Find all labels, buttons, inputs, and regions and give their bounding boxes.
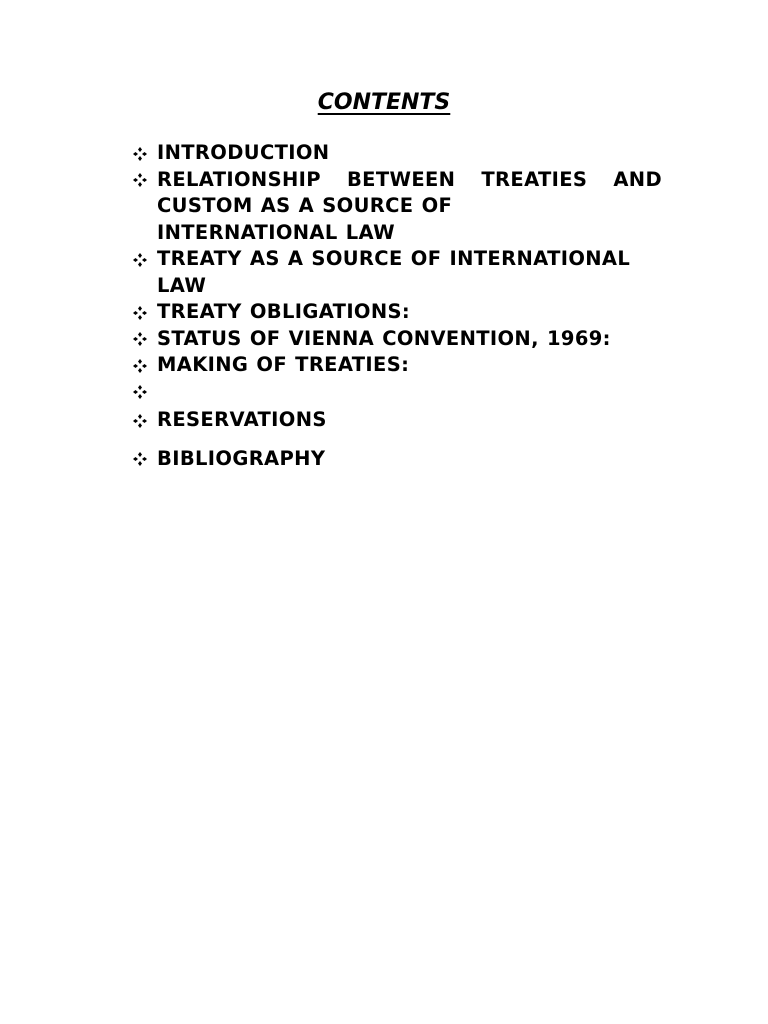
list-item-relationship (132, 167, 662, 247)
item-text-line-2: CUSTOM AS A SOURCE OF (157, 194, 453, 217)
list-item-making-treaties (132, 352, 662, 379)
item-text-line-1: TREATY AS A SOURCE OF INTERNATIONAL (157, 247, 631, 270)
diamond-bullet-icon (132, 167, 157, 194)
page-title: CONTENTS (317, 90, 451, 115)
item-text: RESERVATIONS (157, 408, 327, 431)
item-text: TREATY OBLIGATIONS: (157, 300, 411, 323)
list-item-treaty-source (132, 246, 662, 299)
diamond-bullet-icon (132, 246, 157, 273)
item-text: BIBLIOGRAPHY (157, 446, 326, 470)
list-item-treaty-obligations (132, 299, 662, 326)
item-text: STATUS OF VIENNA CONVENTION, 1969: (157, 326, 611, 350)
list-item-bibliography (132, 446, 662, 473)
item-text (157, 379, 662, 406)
diamond-bullet-icon (132, 379, 157, 406)
list-item-empty (132, 379, 662, 406)
diamond-bullet-icon (132, 140, 157, 167)
table-of-contents (132, 140, 662, 472)
item-text: MAKING OF TREATIES: (157, 353, 410, 376)
item-text-line-1: RELATIONSHIP BETWEEN TREATIES AND (157, 167, 662, 191)
diamond-bullet-icon (132, 299, 157, 326)
diamond-bullet-icon (132, 352, 157, 379)
list-item-reservations (132, 407, 662, 434)
list-item-introduction (132, 140, 662, 167)
diamond-bullet-icon (132, 407, 157, 434)
diamond-bullet-icon (132, 326, 157, 353)
list-item-vienna-convention (132, 326, 662, 353)
item-text: INTRODUCTION (157, 141, 330, 164)
diamond-bullet-icon (132, 446, 157, 473)
item-text-line-2: LAW (157, 273, 207, 297)
item-text-line-3: INTERNATIONAL LAW (157, 220, 395, 244)
